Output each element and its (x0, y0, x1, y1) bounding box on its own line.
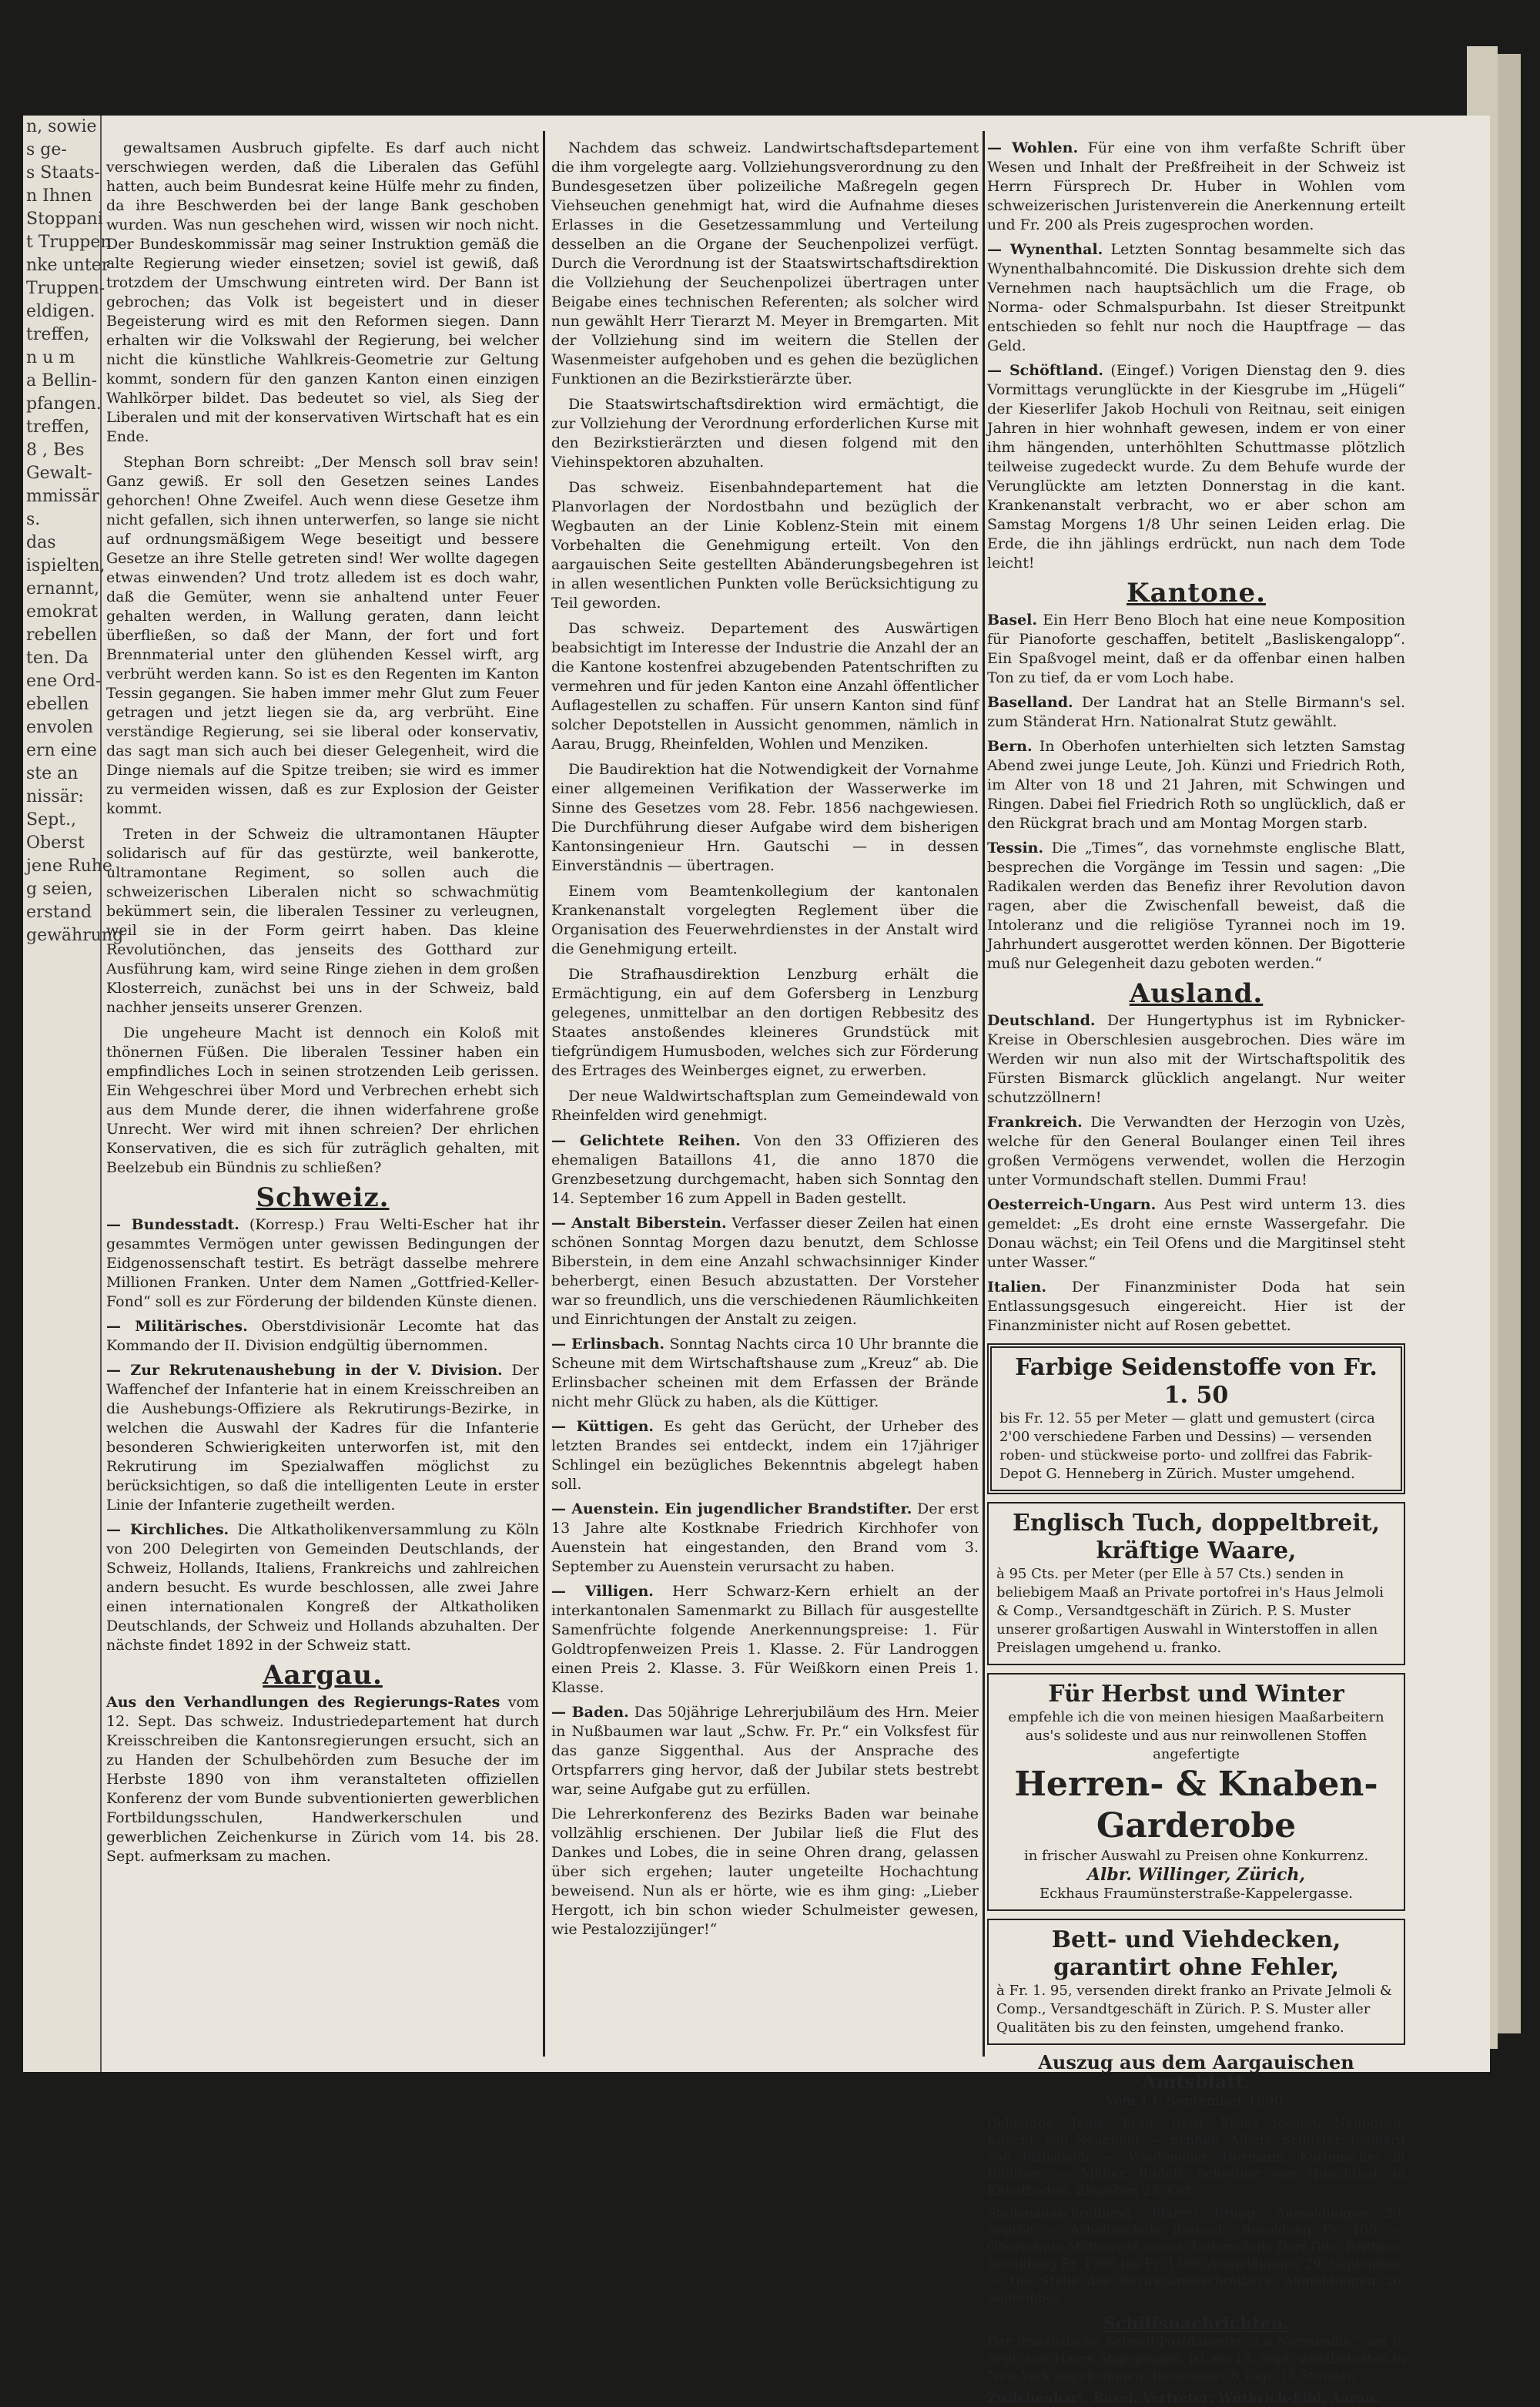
item-lead: — Gelichtete Reihen. (551, 1132, 741, 1149)
shipping-agent: Zwilchenbart, Basel. Vertreter: Wüthrich-Eibl, Aarau. (987, 2391, 1379, 2406)
news-item (987, 361, 1405, 573)
news-item (106, 1317, 539, 1356)
prev-page-line: a Bellin- (26, 371, 98, 391)
news-item (987, 1195, 1405, 1272)
column-3 (987, 139, 1405, 2406)
amtsblatt-date: Vom 13. September 1890. (1105, 2093, 1287, 2109)
ad-body-2: in frischer Auswahl zu Preisen ohne Konkurrenz. (1023, 1848, 1369, 1864)
news-item (551, 1214, 979, 1329)
paragraph: Der neue Waldwirtschaftsplan zum Gemeindewald von Rheinfelden wird genehmigt. (551, 1088, 979, 1124)
prev-page-line: Oberst (26, 833, 85, 853)
column-rule (983, 131, 985, 2057)
item-text: vom 12. Sept. Das schweiz. Industriedepartement hat durch Kreisschreiben die Kantonsregierungen ersucht, sich an zu Handen der Schulbehörden zum Besuche der im Herbste 1890 von ihm veranstalteten offiziellen Konferenz der vom Bunde subventionierten gewerblichen Fortbildungsschulen, Handwerkerschulen und gewerblichen Zeichenkurse in Zürich vom 14. bis 28. Sept. aufmerksam zu machen. (106, 1694, 539, 1865)
item-text: Oberstdivisionär Lecomte hat das Kommando der II. Division endgültig übernommen. (106, 1318, 539, 1354)
news-item (551, 1582, 979, 1698)
item-text: (Eingef.) Vorigen Dienstag den 9. dies Vormittags verunglückte in der Kiesgrube im „Hügeli“ der Kieserlifer Jakob Hochuli von Reitnau, seit einigen Jahren in hier wohnhaft gewesen, indem er von einer ihm hängenden, unterhöhlten Schuttmasse plötzlich teilweise zugedeckt wurde. Zu dem Behufe wurde der Verunglückte am letzten Donnerstag in die kant. Krankenanstalt verbracht, wo er aber schon am Samstag Morgens 1/8 Uhr seinen Leiden erlag. Die Erde, die ihn jählings erdrückt, nun nach dem Tode leicht! (987, 362, 1405, 572)
column-2 (551, 139, 979, 2057)
item-text: Der Waffenchef der Infanterie hat in einem Kreisschreiben an die Aushebungs-Offiziere als Rekrutirungs-Bezirke, in welchen die Auswahl der Kadres für die Infanterie besonderen Schwierigkeiten unterworfen ist, mit den Rekrutirung im Spezialwaffen möglichst zu berücksichtigen, so daß die intelligenten Leute in erster Linie der Infanterie zugetheilt werden. (106, 1362, 539, 1514)
item-lead: — Wynenthal. (987, 241, 1103, 258)
item-lead: — Bundesstadt. (106, 1216, 239, 1233)
prev-page-line: mmissär (26, 487, 99, 506)
ad-body: à 95 Cts. per Meter (per Elle à 57 Cts.) senden in beliebigem Maaß an Private portofrei in's Haus Jelmoli & Comp., Versandtgeschäft in Zürich. P. S. Muster unserer großartigen Auswahl in Winterstoffen in allen Preislagen umgehend u. franko. (996, 1566, 1384, 1656)
item-text: Von den 33 Offizieren des ehemaligen Bataillons 41, die anno 1870 die Grenzbesetzung durchgemacht, haben sich Sonntag den 14. September 16 zum Appell in Baden gestellt. (551, 1132, 979, 1207)
advertisement-garments (987, 1673, 1405, 1911)
ad-headline: Englisch Tuch, doppeltbreit, kräftige Waare, (1012, 1510, 1381, 1564)
prev-page-line: s Staats- (26, 163, 100, 183)
prev-page-line: Truppen- (26, 279, 105, 298)
column-rule (543, 131, 545, 2057)
item-text: Die „Times“, das vornehmste englische Blatt, besprechen die Vorgänge im Tessin und sagen: „Die Radikalen werden das Benefiz ihrer Revolution davon ragen, aber die Zwischenfall beweist, daß die Intoleranz und die religiöse Tyrannei noch im 19. Jahrhundert ausgerottet werden können. Der Bigotterie muß nur Gelegenheit dazu geboten werden.“ (987, 840, 1405, 972)
prev-page-line: ten. Da (26, 649, 89, 668)
news-item (987, 839, 1405, 974)
item-lead: Baselland. (987, 694, 1073, 711)
prev-page-line: treffen, (26, 325, 90, 344)
prev-page-line: ernannt, (26, 579, 99, 598)
prev-page-line: ene Ord- (26, 672, 102, 691)
item-lead: — Villigen. (551, 1583, 654, 1600)
prev-page-line: Stoppani (26, 210, 103, 229)
news-item (987, 611, 1405, 688)
ad-headline: Für Herbst und Winter (1048, 1681, 1344, 1708)
item-text: Verfasser dieser Zeilen hat einen schönen Sonntag Morgen dazu benutzt, dem Schlosse Biberstein, in dem eine Anzahl schwachsinniger Kinder beherbergt, einen Besuch abzustatten. Der Vorsteher war so freundlich, uns die verschiedenen Räumlichkeiten und Einrichtungen der Anstalt zu zeigen. (551, 1215, 979, 1328)
prev-page-line: eldigen. (26, 302, 95, 321)
paragraph: Stephan Born schreibt: „Der Mensch soll brav sein! Ganz gewiß. Er soll den Gesetzen seines Landes gehorchen! Ohne Zweifel. Auch wenn diese Gesetze ihm nicht gefallen, sich ihnen unterwerfen, so lange sie nicht auf ordnungsmäßigem Wege beseitigt und bessere Gesetze an ihre Stelle getreten sind! Wer wollte dagegen etwas einwenden? Und trotz alledem ist es doch wahr, daß die Gemüter, wenn sie anhaltend unter Feuer gehalten werden, in Wallung geraten, dann leicht überfließen, so daß der Mann, der fort und fort Brennmaterial unter den glühenden Kessel wirft, arg verbrüht werden kann. So ist es den Regenten im Kanton Tessin gegangen. Sie haben immer mehr Glut zum Feuer getragen und jetzt liegen sie da, arg verbrüht. Eine verständige Regierung, sei sie liberal oder konservativ, das sagt man sich auch bei dieser Gelegenheit, wird die Dinge niemals auf die Spitze treiben; sie wird es immer zu vermeiden wissen, daß es zur Explosion der Geister kommt. (106, 454, 539, 817)
prev-page-line: n u m (26, 348, 75, 367)
prev-page-line: ste an (26, 764, 79, 783)
advertisement-silk (987, 1343, 1405, 1494)
item-lead: Frankreich. (987, 1114, 1083, 1131)
item-lead: — Baden. (551, 1704, 629, 1721)
column-1 (106, 139, 539, 2057)
prev-page-line: das (26, 533, 56, 552)
prev-page-line: pfangen. (26, 394, 102, 414)
prev-page-line: emokrat (26, 602, 98, 622)
item-lead: Italien. (987, 1279, 1046, 1296)
ad-address: Eckhaus Fraumünsterstraße-Kappelergasse. (1040, 1886, 1353, 1902)
item-lead: — Kirchliches. (106, 1521, 229, 1538)
advertisement-blankets (987, 1919, 1405, 2045)
prev-page-line: s. (26, 510, 41, 529)
prev-page-line: n, sowie (26, 117, 97, 136)
item-text: Der erst 13 Jahre alte Kostknabe Friedrich Kirchhofer von Auenstein hat eingestanden, den Brand vom 3. September zu Auenstein verursacht zu haben. (551, 1500, 979, 1575)
item-lead: — Wohlen. (987, 139, 1079, 156)
shipping-news-text: Der französische Schnell-Postdampfer „La Normandie“, am 6. Sept. von Havre abgegangen, ist am 15. Sept. wohlbehalten in New-York angekommen. Reisedauer 8 Tage 15 Stunden. (987, 2335, 1405, 2384)
paragraph: Die Staatswirtschaftsdirektion wird ermächtigt, die zur Vollziehung der Verordnung erforderlichen Kurse mit den Bezirkstierärzten und diesen folgend mit den Viehinspektoren abzuhalten. (551, 396, 979, 471)
news-item (987, 1011, 1405, 1108)
prev-page-line: 8 , Bes (26, 441, 85, 460)
section-title-aargau: Aargau. (263, 1660, 383, 1691)
prev-page-line: nke unter (26, 256, 110, 275)
newspaper-page (23, 116, 1490, 2406)
paragraph: Einem vom Beamtenkollegium der kantonalen Krankenanstalt vorgelegten Reglement über die Organisation des Feuerwehrdienstes in der Anstalt wird die Genehmigung erteilt. (551, 883, 979, 957)
item-lead: — Schöftland. (987, 362, 1103, 379)
prev-page-line: envolen (26, 718, 94, 737)
paragraph: gewaltsamen Ausbruch gipfelte. Es darf auch nicht verschwiegen werden, daß die Liberalen das Gefühl hatten, auch beim Bundesrat keine Hülfe mehr zu finden, da ihre Beschwerden bei der lange Bank geschoben wurden. Was nun geschehen wird, wissen wir noch nicht. Der Bundeskommissär mag seiner Instruktion gemäß die alte Regierung wieder einsetzen; soviel ist gewiß, daß trotzdem der Umschwung eintreten wird. Der Bann ist gebrochen; das Volk ist begeistert und in dieser Begeisterung wird es mit den Reformen siegen. Dann erhalten wir die Volkswahl der Regierung, bei welcher nicht die künstliche Wahlkreis-Geometrie zur Geltung kommt, sondern für den ganzen Kanton einen einzigen Wahlkörper bildet. Das bedeutet so viel, als Sieg der Liberalen und mit der konservativen Wirtschaft hat es ein Ende. (106, 139, 539, 445)
item-text: Der Landrat hat an Stelle Birmann's sel. zum Ständerat Hrn. Nationalrat Stutz gewählt. (987, 694, 1405, 730)
news-item (987, 1113, 1405, 1190)
paragraph: Das schweiz. Eisenbahndepartement hat die Planvorlagen der Nordostbahn und bezüglich der Wegbauten an der Linie Koblenz-Stein mit einem Vorbehalten die Genehmigung erteilt. Von den aargauischen Seite gestellten Abänderungsbegehren ist in allen wesentlichen Punkten volle Berücksichtigung zu Teil geworden. (551, 479, 979, 612)
news-item (551, 1417, 979, 1494)
prev-page-line: rebellen (26, 625, 97, 645)
section-title-kantone: Kantone. (1127, 578, 1266, 608)
prev-page-line: ern eine (26, 741, 97, 760)
ad-body: bis Fr. 12. 55 per Meter — glatt und gemustert (circa 2'00 verschiedene Farben und Dessins) — versenden roben- und stückweise porto- und zollfrei das Fabrik-Depot G. Henneberg in Zürich. Muster umgehend. (999, 1410, 1375, 1482)
section-title-ausland: Ausland. (1129, 978, 1264, 1009)
item-lead: Oesterreich-Ungarn. (987, 1196, 1157, 1213)
paragraph: Die Strafhausdirektion Lenzburg erhält die Ermächtigung, ein auf dem Gofersberg in Lenzburg gelegenes, unmittelbar an den dortigen Rebbesitz des Staates anstoßendes kleineres Grundstück mit tiefgründigem Humusboden, welches sich zur Förderung des Ertrages des Weinberges eignet, zu erwerben. (551, 966, 979, 1079)
news-item (106, 1693, 539, 1866)
paragraph: Die Baudirektion hat die Notwendigkeit der Vornahme einer allgemeinen Verifikation der Wasserwerke im Sinne des Gesetzes vom 28. Febr. 1856 nachgewiesen. Die Durchführung dieser Aufgabe wird dem bisherigen Kantonsingenieur Hrn. Gautschi — in dessen Einverständnis — übertragen. (551, 761, 979, 874)
item-lead: Tessin. (987, 840, 1044, 857)
prev-page-line: erstand (26, 903, 92, 922)
prev-page-line: Sept., (26, 810, 77, 830)
shipping-news-title: Schiffsnachrichten. (1103, 2314, 1289, 2334)
item-lead: — Militärisches. (106, 1318, 248, 1335)
item-text: Der Finanzminister Doda hat sein Entlassungsgesuch eingereicht. Hier ist der Finanzminister nicht auf Rosen gebettet. (987, 1279, 1405, 1334)
ad-big-title: Herren- & Knaben-Garderobe (1014, 1765, 1378, 1845)
prev-page-line: ebellen (26, 695, 89, 714)
amtsblatt-entry: Geldstage. Jehle, Frau, Bern, Franz Joseph, Neuburen, Knecht, von Neuenhof. — Schnell, Albert, Schuster, Leonard von Fislisbach. — Wiedemeier, Hermann, Korbmacher in Biblikon. — Müller, Rudolf, Schreiner von Hirschthal, in Ennetbaden. Eingaben 25. Okt. (987, 2116, 1405, 2199)
prev-page-line: nissär: (26, 787, 84, 806)
prev-page-line: jene Ruhe (26, 857, 112, 876)
prev-page-line: n Ihnen (26, 186, 92, 206)
news-item (106, 1215, 539, 1312)
item-text: Die Lehrerkonferenz des Bezirks Baden war beinahe vollzählig erschienen. Der Jubilar ließ die Flut des Dankes und Lobes, die in seine Ohren drang, gelassen über sich ergehen; lauter ungeteilte Hochachtung beweisend. Nun als er hörte, wie es ihm ging: „Lieber Hergott, ich bin schon wieder Schulmeister gewesen, wie Pestalozzijünger!“ (551, 1805, 979, 1938)
amtsblatt-entry: Stellenausschreibung. Pfarrei Brugg. Anmeldungen 29. Septbr. — Arbeitsschule Reinach. Besoldung Fr. 100. — Oberschule Möttenwyl, event. Unterschule Dorf Gde. Brittnau. Besoldung Fr. 1200 bis Fr. 1300. Anmeldungen 29. September. — Die Stelle des Bezirksamtsschreibers. Anmeldungen 30. September. (987, 2206, 1405, 2306)
paragraph: Das schweiz. Departement des Auswärtigen beabsichtigt im Interesse der Industrie die Anzahl der an die Kantone kostenfrei abzugebenden Patentschriften zu vermehren und für jeden Kanton eine Anzahl öffentlicher Auflagestellen zu schaffen. Für unsern Kanton sind fünf solcher Depotstellen in Aussicht genommen, nämlich in Aarau, Brugg, Rheinfelden, Wohlen und Menziken. (551, 620, 979, 753)
news-item (551, 1335, 979, 1412)
item-text: In Oberhofen unterhielten sich letzten Samstag Abend zwei junge Leute, Joh. Künzi und Friedrich Roth, im Alter von 18 und 21 Jahren, mit Schwingen und Ringen. Dabei fiel Friedrich Roth so unglücklich, daß er den Rückgrat brach und am Montag Morgen starb. (987, 738, 1405, 832)
item-text: Für eine von ihm verfaßte Schrift über Wesen und Inhalt der Preßfreiheit in der Schweiz ist Herrn Fürsprech Dr. Huber in Wohlen vom schweizerischen Juristenverein die Anerkennung erteilt und Fr. 200 als Preis zugesprochen worden. (987, 139, 1405, 233)
news-item (106, 1520, 539, 1655)
section-title-schweiz: Schweiz. (256, 1182, 390, 1213)
news-item (551, 1131, 979, 1209)
ad-body: à Fr. 1. 95, versenden direkt franko an Private Jelmoli & Comp., Versandtgeschäft in Zürich. P. S. Muster aller Qualitäten bis zu den feinsten, umgehend franko. (996, 1983, 1392, 2036)
news-item (987, 737, 1405, 833)
item-text: Es geht das Gerücht, der Urheber des letzten Brandes sei entdeckt, indem ein 17jähriger Schlingel ein bezügliches Bekenntnis abgelegt haben soll. (551, 1418, 979, 1493)
news-item (987, 693, 1405, 732)
item-lead: Basel. (987, 612, 1037, 629)
item-lead: Bern. (987, 738, 1033, 755)
ad-signature: Albr. Willinger, Zürich, (1086, 1865, 1306, 1885)
item-lead: Aus den Verhandlungen des Regierungs-Rates (106, 1694, 500, 1711)
item-text: Ein Herr Beno Bloch hat eine neue Komposition für Pianoforte geschaffen, betitelt „Basliskengalopp“. Ein Spaßvogel meint, daß er da offenbar einen halben Ton zu tief, da er vom Loch habe. (987, 612, 1405, 686)
news-item (987, 1278, 1405, 1336)
prev-page-line: ispielten, (26, 556, 105, 575)
news-item (551, 1805, 979, 1939)
ad-body: empfehle ich die von meinen hiesigen Maaßarbeitern aus's solideste und aus nur reinwollenen Stoffen angefertigte (1008, 1709, 1384, 1762)
item-lead: — Auenstein. Ein jugendlicher Brandstifter. (551, 1500, 912, 1517)
prev-page-line: t Truppen (26, 233, 112, 252)
item-text: (Korresp.) Frau Welti-Escher hat ihr gesammtes Vermögen unter gewissen Bedingungen der Eidgenossenschaft testirt. Es beträgt dasselbe mehrere Millionen Franken. Unter dem Namen „Gottfried-Keller-Fond“ soll es zur Förderung der bildenden Künste dienen. (106, 1216, 539, 1310)
previous-page-strip (23, 116, 124, 2072)
item-text: Die Verwandten der Herzogin von Uzès, welche für den General Boulanger einen Teil ihres großen Vermögens verwendet, wollen die Herzogin unter Vormundschaft stellen. Dummi Frau! (987, 1114, 1405, 1188)
item-text: Letzten Sonntag besammelte sich das Wynenthalbahncomité. Die Diskussion drehte sich dem Vernehmen nach hauptsächlich um die Frage, ob Norma- oder Schmalspurbahn. Ist dieser Streitpunkt entschieden so fehlt nur noch die Hauptfrage — das Geld. (987, 241, 1405, 354)
paragraph: Treten in der Schweiz die ultramontanen Häupter solidarisch auf für das gestürzte, weil bankerotte, ultramontane Regiment, so sollen auch die schweizerischen Liberalen nicht so schwachmütig bekümmert sein, die liberalen Tessiner zu verleugnen, weil sie in der Form geirrt haben. Das kleine Revolutiönchen, das jenseits des Gotthard zur Ausführung kam, wird seine Ringe ziehen in dem großen Klosterreich, zunächst bei uns in der Schweiz, bald nachher jenseits unserer Grenzen. (106, 826, 539, 1016)
prev-page-line: Gewalt- (26, 464, 92, 483)
paragraph: Nachdem das schweiz. Landwirtschaftsdepartement die ihm vorgelegte aarg. Vollziehungsverordnung zu den Bundesgesetzen über polizeiliche Maßregeln gegen Viehseuchen genehmigt hat, wird die Aufnahme dieses Erlasses in die Gesetzessammlung und Verteilung desselben an die Organe der Seuchenpolizei verfügt. Durch die Verordnung ist der Staatswirtschaftsdirektion die Vollziehung der Seuchenpolizei übertragen unter Beigabe eines technischen Referenten; als solcher wird nun gewählt Herr Tierarzt M. Meyer in Bremgarten. Mit der Vollziehung sind im weitern die Stellen der Wasenmeister aufgehoben und es gehen die bezüglichen Funktionen an die Bezirkstierärzte über. (551, 139, 979, 387)
amtsblatt-title: Auszug aus dem Aargauischen Amtsblatt. (1038, 2051, 1354, 2093)
news-item (987, 139, 1405, 235)
prev-page-line: gewährung (26, 926, 124, 945)
item-lead: Deutschland. (987, 1012, 1096, 1029)
item-text: Der Hungertyphus ist im Rybnicker-Kreise in Oberschlesien ausgebrochen. Dies wäre im Werden wir nun also mit der Wirtschaftspolitik des Fürsten Bismarck glücklich angelangt. Nur weiter schutzzöllnern! (987, 1012, 1405, 1106)
prev-page-line: s ge- (26, 140, 67, 159)
prev-page-line: treffen, (26, 417, 90, 437)
item-lead: — Erlinsbach. (551, 1336, 665, 1353)
news-item (551, 1500, 979, 1577)
ad-headline: Farbige Seidenstoffe von Fr. 1. 50 (1015, 1354, 1378, 1409)
item-lead: — Anstalt Biberstein. (551, 1215, 727, 1232)
news-item (106, 1361, 539, 1515)
news-item (551, 1703, 979, 1799)
item-text: Das 50jährige Lehrerjubiläum des Hrn. Meier in Nußbaumen war laut „Schw. Fr. Pr.“ ein Volksfest für das ganze Siggenthal. Aus der Ansprache des Ortspfarrers ging hervor, daß der Jubilar stets bestrebt war, seine Aufgabe gut zu erfüllen. (551, 1704, 979, 1798)
ad-headline: Bett- und Viehdecken, garantirt ohne Fehler, (1051, 1926, 1341, 1981)
advertisement-cloth (987, 1502, 1405, 1665)
prev-page-line: g seien, (26, 880, 93, 899)
item-text: Herr Schwarz-Kern erhielt an der interkantonalen Samenmarkt zu Billach für ausgestellte Samenfrüchte folgende Anerkennungspreise: 1. Für Goldtropfenweizen Preis 1. Klasse. 2. Für Landroggen einen Preis 2. Klasse. 3. Für Weißkorn einen Preis 1. Klasse. (551, 1583, 979, 1696)
news-item (987, 240, 1405, 356)
paragraph: Die ungeheure Macht ist dennoch ein Koloß mit thönernen Füßen. Die liberalen Tessiner haben ein empfindliches Loch in seinen strotzenden Leib gerissen. Ein Wehgeschrei über Mord und Verbrechen erhebt sich aus dem Munde derer, die ihnen widerfahrene große Unrecht. Wer wird mit ihnen schreien? Der ehrlichen Konservativen, die es sich für zuträglich gehalten, mit Beelzebub ein Bündnis zu schließen? (106, 1024, 539, 1176)
item-text: Aus Pest wird unterm 13. dies gemeldet: „Es droht eine ernste Wassergefahr. Die Donau wächst; ein Teil Ofens und die Margitinsel steht unter Wasser.“ (987, 1196, 1405, 1271)
item-lead: — Zur Rekrutenaushebung in der V. Division. (106, 1362, 503, 1379)
item-lead: — Küttigen. (551, 1418, 654, 1435)
item-text: Die Altkatholikenversammlung zu Köln von 200 Delegirten von Gemeinden Deutschlands, der Schweiz, Hollands, Italiens, Frankreichs und zahlreichen andern besucht. Es wurde beschlossen, alle zwei Jahre einen internationalen Kongreß der Altkatholiken Deutschlands, der Schweiz und Hollands abzuhalten. Der nächste findet 1892 in der Schweiz statt. (106, 1521, 539, 1654)
item-text: Sonntag Nachts circa 10 Uhr brannte die Scheune mit dem Wirtschaftshause zum „Kreuz“ ab. Die Erlinsbacher scheinen mit dem Erfassen der Brände nicht mehr Glück zu haben, als die Küttiger. (551, 1336, 979, 1410)
